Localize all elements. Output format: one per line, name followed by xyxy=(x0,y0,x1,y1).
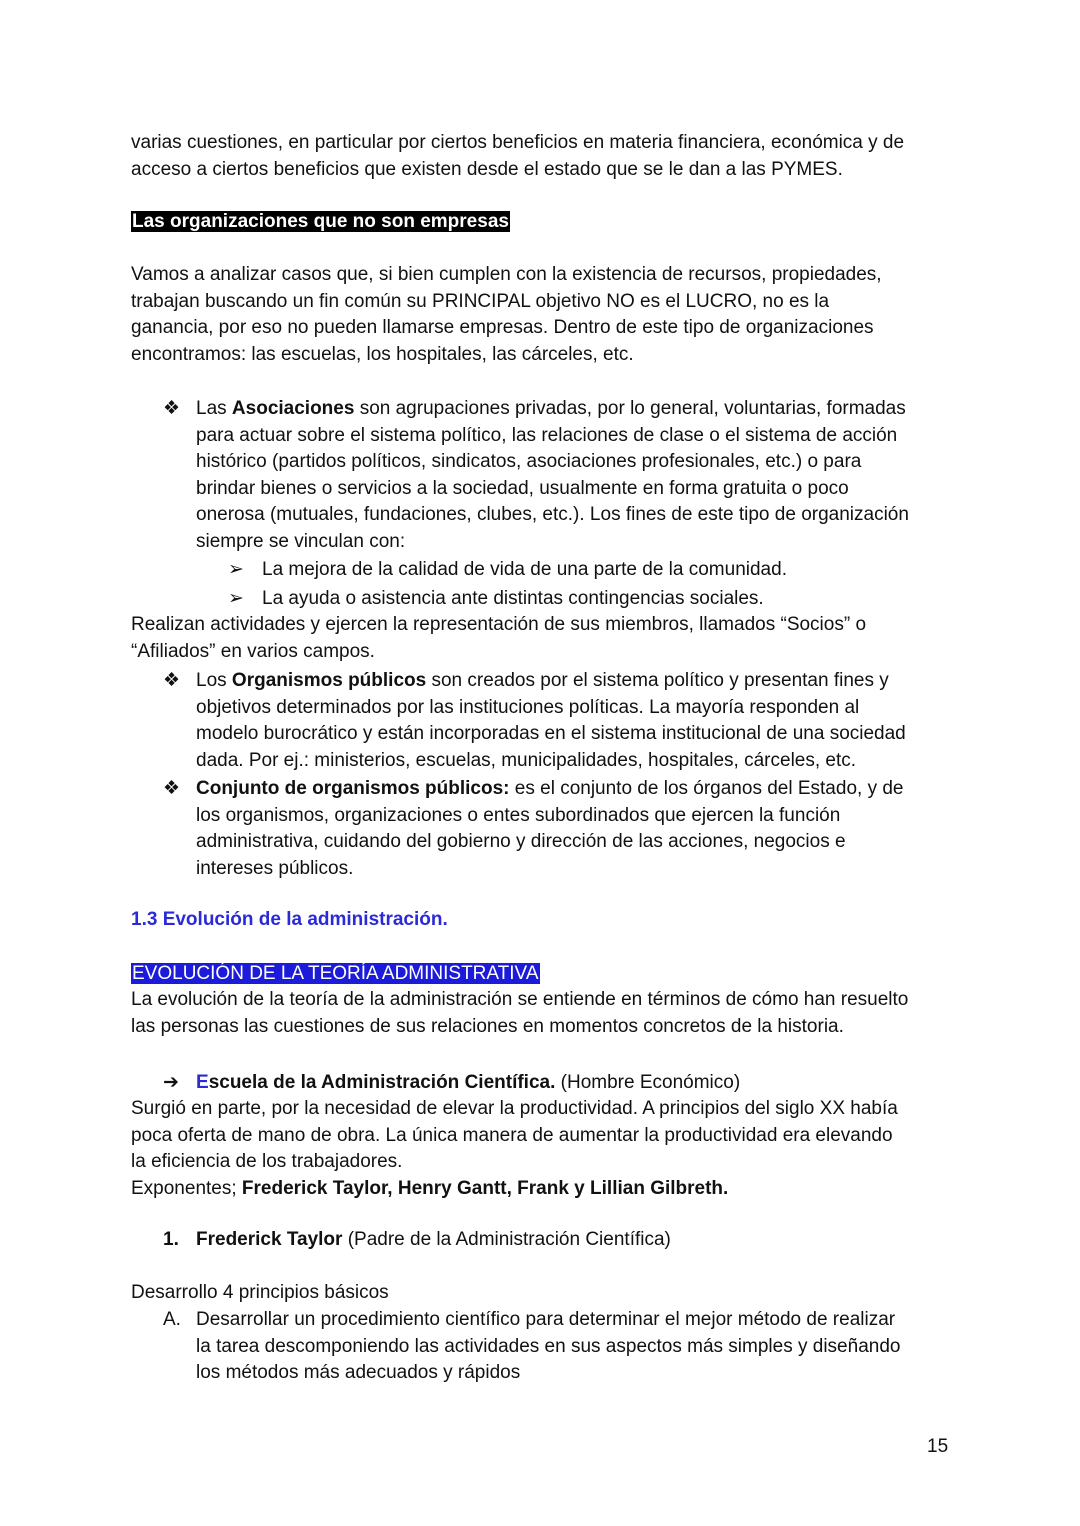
diamond-bullet-icon: ❖ xyxy=(163,398,181,419)
page-number: 15 xyxy=(927,1436,949,1457)
bullet-line: dada. Por ej.: ministerios, escuelas, municipalidades, hospitales, cárceles, etc. xyxy=(196,749,857,771)
organizaciones-paragraph xyxy=(131,262,961,368)
item-text: (Hombre Económico) xyxy=(555,1072,741,1093)
paragraph-line: Surgió en parte, por la necesidad de elevar la productividad. A principios del siglo XX había xyxy=(131,1098,898,1119)
bold-term: Frederick Taylor xyxy=(196,1229,343,1250)
bullet-line: los organismos, organizaciones o entes subordinados que ejercen la función xyxy=(196,804,841,826)
section-title: 1.3 Evolución de la administración. xyxy=(131,909,448,930)
bullet-text: son creados por el sistema político y presentan fines y xyxy=(426,670,889,691)
item-line: la tarea descomponiendo las actividades en sus aspectos más simples y diseñando xyxy=(196,1335,901,1357)
paragraph-line: Realizan actividades y ejercen la representación de sus miembros, llamados “Socios” o xyxy=(131,614,867,635)
paragraph-line: trabajan buscando un fin común su PRINCIPAL objetivo NO es el LUCRO, no es la xyxy=(131,290,830,312)
exponentes-label: Exponentes; xyxy=(131,1177,242,1199)
bold-term: Organismos públicos xyxy=(231,670,427,691)
taylor-item xyxy=(196,1227,966,1254)
intro-line: varias cuestiones, en particular por ciertos beneficios en materia financiera, económica y de xyxy=(131,132,905,153)
arrow-right-icon: ➔ xyxy=(163,1072,179,1093)
realizan-paragraph xyxy=(131,612,961,665)
list-number: 1. xyxy=(163,1229,179,1250)
bullet-line: histórico (partidos políticos, sindicatos, asociaciones profesionales, etc.) o para xyxy=(196,451,862,472)
bullet-text: es el conjunto de los órganos del Estado, y de xyxy=(509,778,904,799)
bullet-line: administrativa, cuidando del gobierno y dirección de las acciones, negocios e xyxy=(196,831,846,852)
bullet-line: intereses públicos. xyxy=(196,857,354,879)
heading-text: Las organizaciones que no son empresas xyxy=(132,211,509,232)
bullet-text: son agrupaciones privadas, por lo general, voluntarias, formadas xyxy=(354,398,906,419)
escuela-paragraph xyxy=(131,1096,961,1202)
heading-organizaciones xyxy=(131,209,961,236)
arrow-bullet-icon: ➢ xyxy=(228,559,244,580)
bullet-text: Las xyxy=(196,398,232,419)
bold-term: Conjunto de organismos públicos: xyxy=(196,778,510,799)
list-letter: A. xyxy=(163,1309,181,1330)
diamond-bullet-icon: ❖ xyxy=(163,670,181,691)
bullet-text: Los xyxy=(196,670,232,691)
item-line: los métodos más adecuados y rápidos xyxy=(196,1362,521,1383)
bullet-line: modelo burocrático y están incorporadas en el sistema institucional de una sociedad xyxy=(196,723,906,744)
paragraph-line: encontramos: las escuelas, los hospitales, las cárceles, etc. xyxy=(131,343,634,365)
paragraph-line: La evolución de la teoría de la administración se entiende en términos de cómo han resuelto xyxy=(131,989,909,1010)
bullet-line: objetivos determinados por las instituciones políticas. La mayoría responden al xyxy=(196,696,860,718)
bold-term: Asociaciones xyxy=(231,398,355,419)
intro-paragraph xyxy=(131,130,961,183)
sub-bullet-text: La mejora de la calidad de vida de una parte de la comunidad. xyxy=(262,559,787,580)
escuela-item xyxy=(196,1070,966,1097)
paragraph-line: las personas las cuestiones de sus relaciones en momentos concretos de la historia. xyxy=(131,1015,844,1037)
desarrollo-line: Desarrollo 4 principios básicos xyxy=(131,1282,389,1303)
paragraph-line: poca oferta de mano de obra. La única manera de aumentar la productividad era elevando xyxy=(131,1124,893,1146)
bullet-conjunto xyxy=(196,776,966,882)
bullet-organismos xyxy=(196,668,966,774)
item-line: Desarrollar un procedimiento científico para determinar el mejor método de realizar xyxy=(196,1309,896,1330)
heading-evolucion xyxy=(131,961,961,988)
bullet-line: siempre se vinculan con: xyxy=(196,530,406,552)
bold-term: scuela de la Administración Científica. xyxy=(208,1072,556,1093)
evolucion-paragraph xyxy=(131,987,961,1040)
item-text: (Padre de la Administración Científica) xyxy=(342,1229,671,1250)
sub-bullet-text: La ayuda o asistencia ante distintas contingencias sociales. xyxy=(262,588,764,609)
arrow-bullet-icon: ➢ xyxy=(228,588,244,609)
principio-a xyxy=(196,1307,966,1387)
bullet-asociaciones xyxy=(196,396,966,555)
intro-line: acceso a ciertos beneficios que existen desde el estado que se le dan a las PYMES. xyxy=(131,158,843,180)
paragraph-line: “Afiliados” en varios campos. xyxy=(131,640,375,662)
bullet-line: para actuar sobre el sistema político, las relaciones de clase o el sistema de acción xyxy=(196,424,898,446)
bullet-line: brindar bienes o servicios a la sociedad, usualmente en forma gratuita o poco xyxy=(196,477,849,499)
paragraph-line: ganancia, por eso no pueden llamarse empresas. Dentro de este tipo de organizaciones xyxy=(131,317,874,338)
bold-term: Frederick Taylor, Henry Gantt, Frank y Lillian Gilbreth. xyxy=(241,1177,729,1199)
bullet-line: onerosa (mutuales, fundaciones, clubes, etc.). Los fines de este tipo de organización xyxy=(196,504,909,525)
paragraph-line: la eficiencia de los trabajadores. xyxy=(131,1151,403,1172)
paragraph-line: Vamos a analizar casos que, si bien cumplen con la existencia de recursos, propiedades, xyxy=(131,264,882,285)
heading-text: EVOLUCIÓN DE LA TEORÍA ADMINISTRATIVA xyxy=(132,963,539,984)
diamond-bullet-icon: ❖ xyxy=(163,778,181,799)
initial-letter: E xyxy=(196,1072,209,1093)
